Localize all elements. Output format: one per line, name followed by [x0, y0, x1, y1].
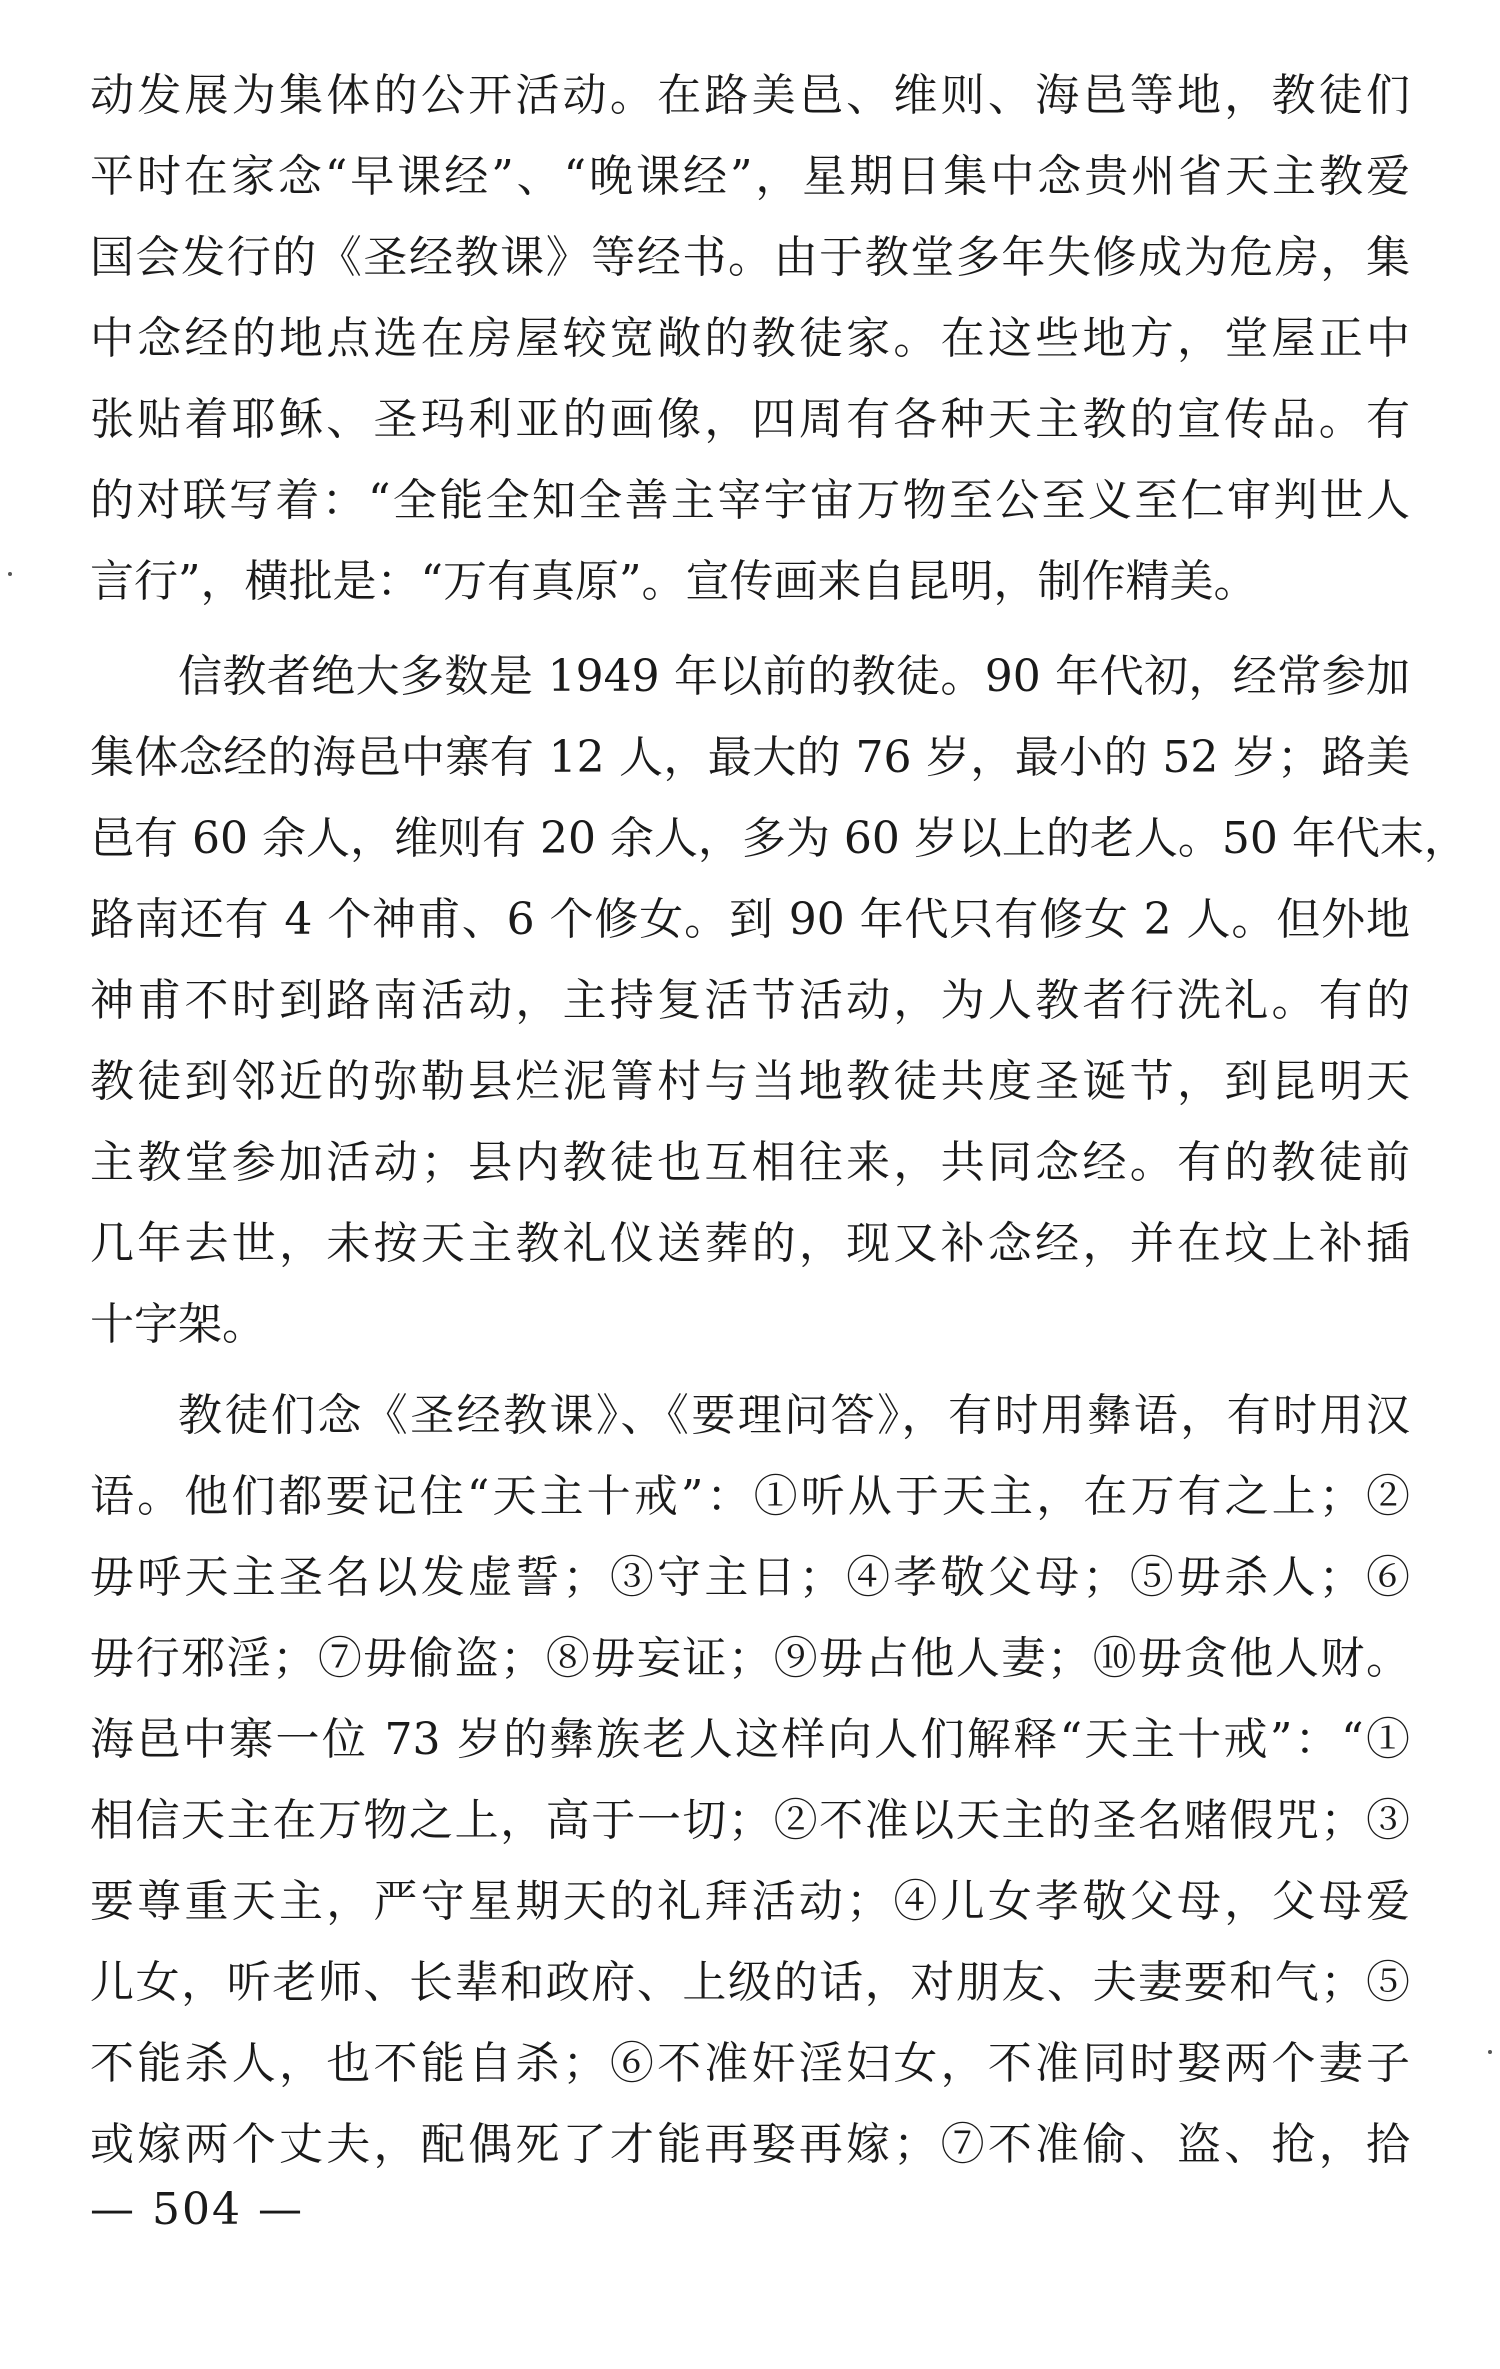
text-line: 张贴着耶稣、圣玛利亚的画像，四周有各种天主教的宣传品。有: [90, 394, 1410, 445]
text-line: 十字架。: [90, 1299, 266, 1350]
text-line: 邑有 60 余人，维则有 20 余人，多为 60 岁以上的老人。50 年代末，: [90, 813, 1468, 864]
page-number: — 504 —: [90, 2184, 304, 2235]
text-line: 平时在家念“早课经”、“晚课经”，星期日集中念贵州省天主教爱: [90, 151, 1410, 202]
text-line: 毋行邪淫；⑦毋偷盗；⑧毋妄证；⑨毋占他人妻；⑩毋贪他人财。: [90, 1633, 1410, 1684]
text-line: 路南还有 4 个神甫、6 个修女。到 90 年代只有修女 2 人。但外地: [90, 894, 1410, 945]
text-line: 相信天主在万物之上，高于一切；②不准以天主的圣名赌假咒；③: [90, 1795, 1410, 1846]
text-line: 毋呼天主圣名以发虚誓；③守主日；④孝敬父母；⑤毋杀人；⑥: [90, 1552, 1410, 1603]
text-line: 教徒到邻近的弥勒县烂泥箐村与当地教徒共度圣诞节，到昆明天: [90, 1056, 1410, 1107]
text-line: 海邑中寨一位 73 岁的彝族老人这样向人们解释“天主十戒”：“①: [90, 1714, 1410, 1765]
text-line: 教徒们念《圣经教课》、《要理问答》，有时用彝语，有时用汉: [178, 1390, 1410, 1441]
text-line: 或嫁两个丈夫，配偶死了才能再娶再嫁；⑦不准偷、盗、抢，拾: [90, 2119, 1410, 2170]
text-line: 不能杀人，也不能自杀；⑥不准奸淫妇女，不准同时娶两个妻子: [90, 2038, 1410, 2089]
text-line: 集体念经的海邑中寨有 12 人，最大的 76 岁，最小的 52 岁；路美: [90, 732, 1410, 783]
text-line: 几年去世，未按天主教礼仪送葬的，现又补念经，并在坟上补插: [90, 1218, 1410, 1269]
scan-speck: [8, 572, 12, 576]
text-line: 主教堂参加活动；县内教徒也互相往来，共同念经。有的教徒前: [90, 1137, 1410, 1188]
text-line: 言行”，横批是：“万有真原”。宣传画来自昆明，制作精美。: [90, 556, 1258, 607]
text-line: 动发展为集体的公开活动。在路美邑、维则、海邑等地，教徒们: [90, 70, 1410, 121]
text-line: 语。他们都要记住“天主十戒”：①听从于天主，在万有之上；②: [90, 1471, 1410, 1522]
text-line: 中念经的地点选在房屋较宽敞的教徒家。在这些地方，堂屋正中: [90, 313, 1410, 364]
text-line: 要尊重天主，严守星期天的礼拜活动；④儿女孝敬父母，父母爱: [90, 1876, 1410, 1927]
text-line: 神甫不时到路南活动，主持复活节活动，为人教者行洗礼。有的: [90, 975, 1410, 1026]
text-line: 信教者绝大多数是 1949 年以前的教徒。90 年代初，经常参加: [178, 651, 1410, 702]
text-line: 的对联写着：“全能全知全善主宰宇宙万物至公至义至仁审判世人: [90, 475, 1410, 526]
text-line: 儿女，听老师、长辈和政府、上级的话，对朋友、夫妻要和气；⑤: [90, 1957, 1410, 2008]
scan-speck: [1488, 2050, 1492, 2054]
text-line: 国会发行的《圣经教课》等经书。由于教堂多年失修成为危房，集: [90, 232, 1410, 283]
